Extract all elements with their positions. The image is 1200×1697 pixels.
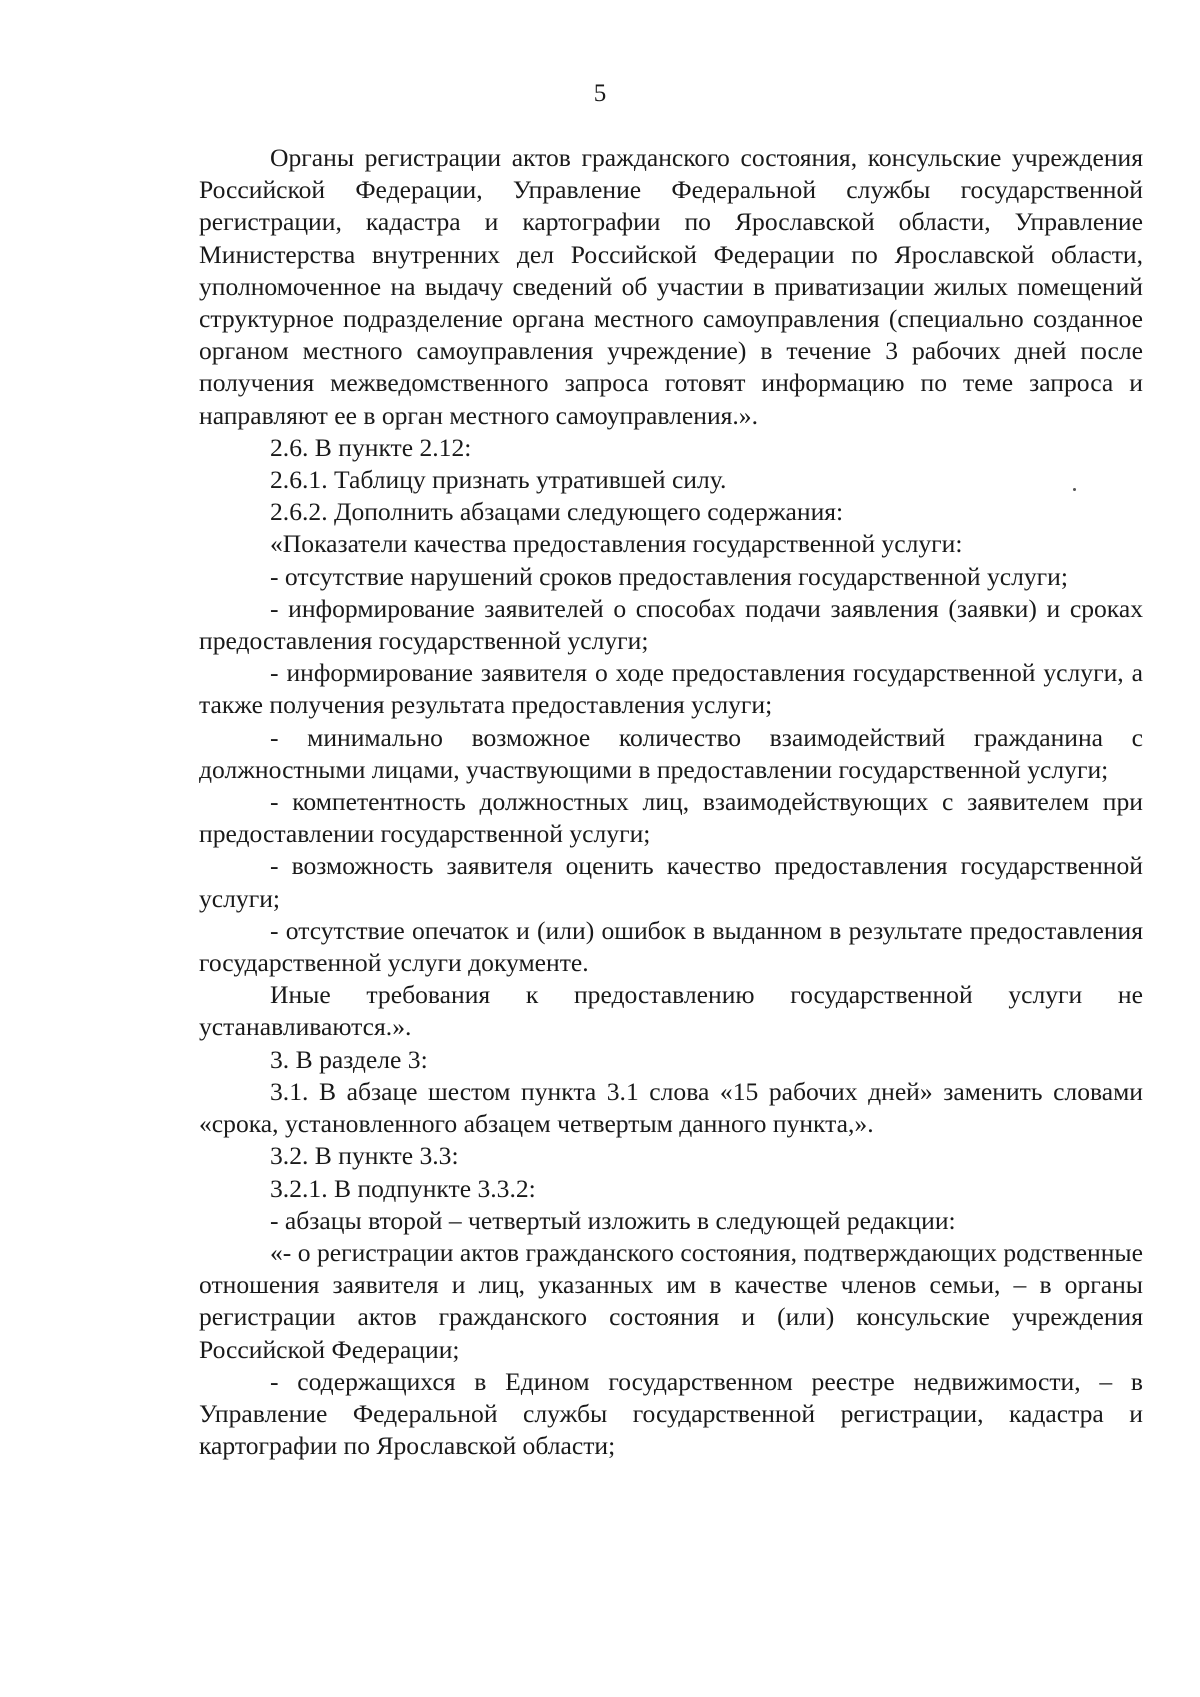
paragraph: - компетентность должностных лиц, взаимодействующих с заявителем при предоставлении государственной услуги;	[199, 787, 1143, 849]
paragraph: 3.2. В пункте 3.3:	[270, 1141, 459, 1171]
paragraph: - отсутствие опечаток и (или) ошибок в выданном в результате предоставления государственной услуги документе.	[199, 915, 1143, 978]
paragraph: «- о регистрации актов гражданского состояния, подтверждающих родственные отношения заявителя и лиц, указанных им в качестве членов семьи, – в органы регистрации актов гражданского состояния и (или) консульские учреждения Российской Федерации;	[199, 1237, 1143, 1364]
paragraph: 2.6. В пункте 2.12:	[270, 432, 472, 462]
paragraph: 2.6.1. Таблицу признать утратившей силу.	[270, 465, 727, 495]
paragraph: - возможность заявителя оценить качество предоставления государственной услуги;	[199, 851, 1143, 913]
document-body	[199, 142, 1143, 1462]
paragraph: 3.2.1. В подпункте 3.3.2:	[270, 1173, 536, 1203]
paragraph: Иные требования к предоставлению государственной услуги не устанавливаются.».	[199, 980, 1143, 1042]
page-number: 5	[593, 80, 607, 107]
paragraph: Органы регистрации актов гражданского состояния, консульские учреждения Российской Федерации, Управление Федеральной службы государственной регистрации, кадастра и картографии по Ярославской области, Управление Министерства внутренних дел Российской Федерации по Ярославской области, уполномоченное на выдачу сведений об участии в приватизации жилых помещений структурное подразделение органа местного самоуправления (специально созданное органом местного самоуправления учреждение) в течение 3 рабочих дней после получения межведомственного запроса готовят информацию по теме запроса и направляют ее в орган местного самоуправления.».	[199, 143, 1143, 430]
paragraph: 2.6.2. Дополнить абзацами следующего содержания:	[270, 497, 844, 527]
paragraph: - содержащихся в Едином государственном реестре недвижимости, – в Управление Федеральной службы государственной регистрации, кадастра и картографии по Ярославской области;	[199, 1366, 1143, 1461]
paragraph: - информирование заявителей о способах подачи заявления (заявки) и сроках предоставления государственной услуги;	[199, 593, 1143, 656]
paragraph: - минимально возможное количество взаимодействий гражданина с должностными лицами, участвующими в предоставлении государственной услуги;	[199, 722, 1143, 784]
paragraph: 3. В разделе 3:	[270, 1044, 428, 1074]
paragraph: 3.1. В абзаце шестом пункта 3.1 слова «15 рабочих дней» заменить словами «срока, установленного абзацем четвертым данного пункта,».	[199, 1076, 1143, 1139]
scan-speck	[1073, 488, 1076, 491]
paragraph: - абзацы второй – четвертый изложить в следующей редакции:	[270, 1205, 956, 1235]
paragraph: - информирование заявителя о ходе предоставления государственной услуги, а также получения результата предоставления услуги;	[199, 658, 1143, 720]
paragraph: - отсутствие нарушений сроков предоставления государственной услуги;	[270, 561, 1068, 591]
paragraph: «Показатели качества предоставления государственной услуги:	[270, 529, 963, 559]
